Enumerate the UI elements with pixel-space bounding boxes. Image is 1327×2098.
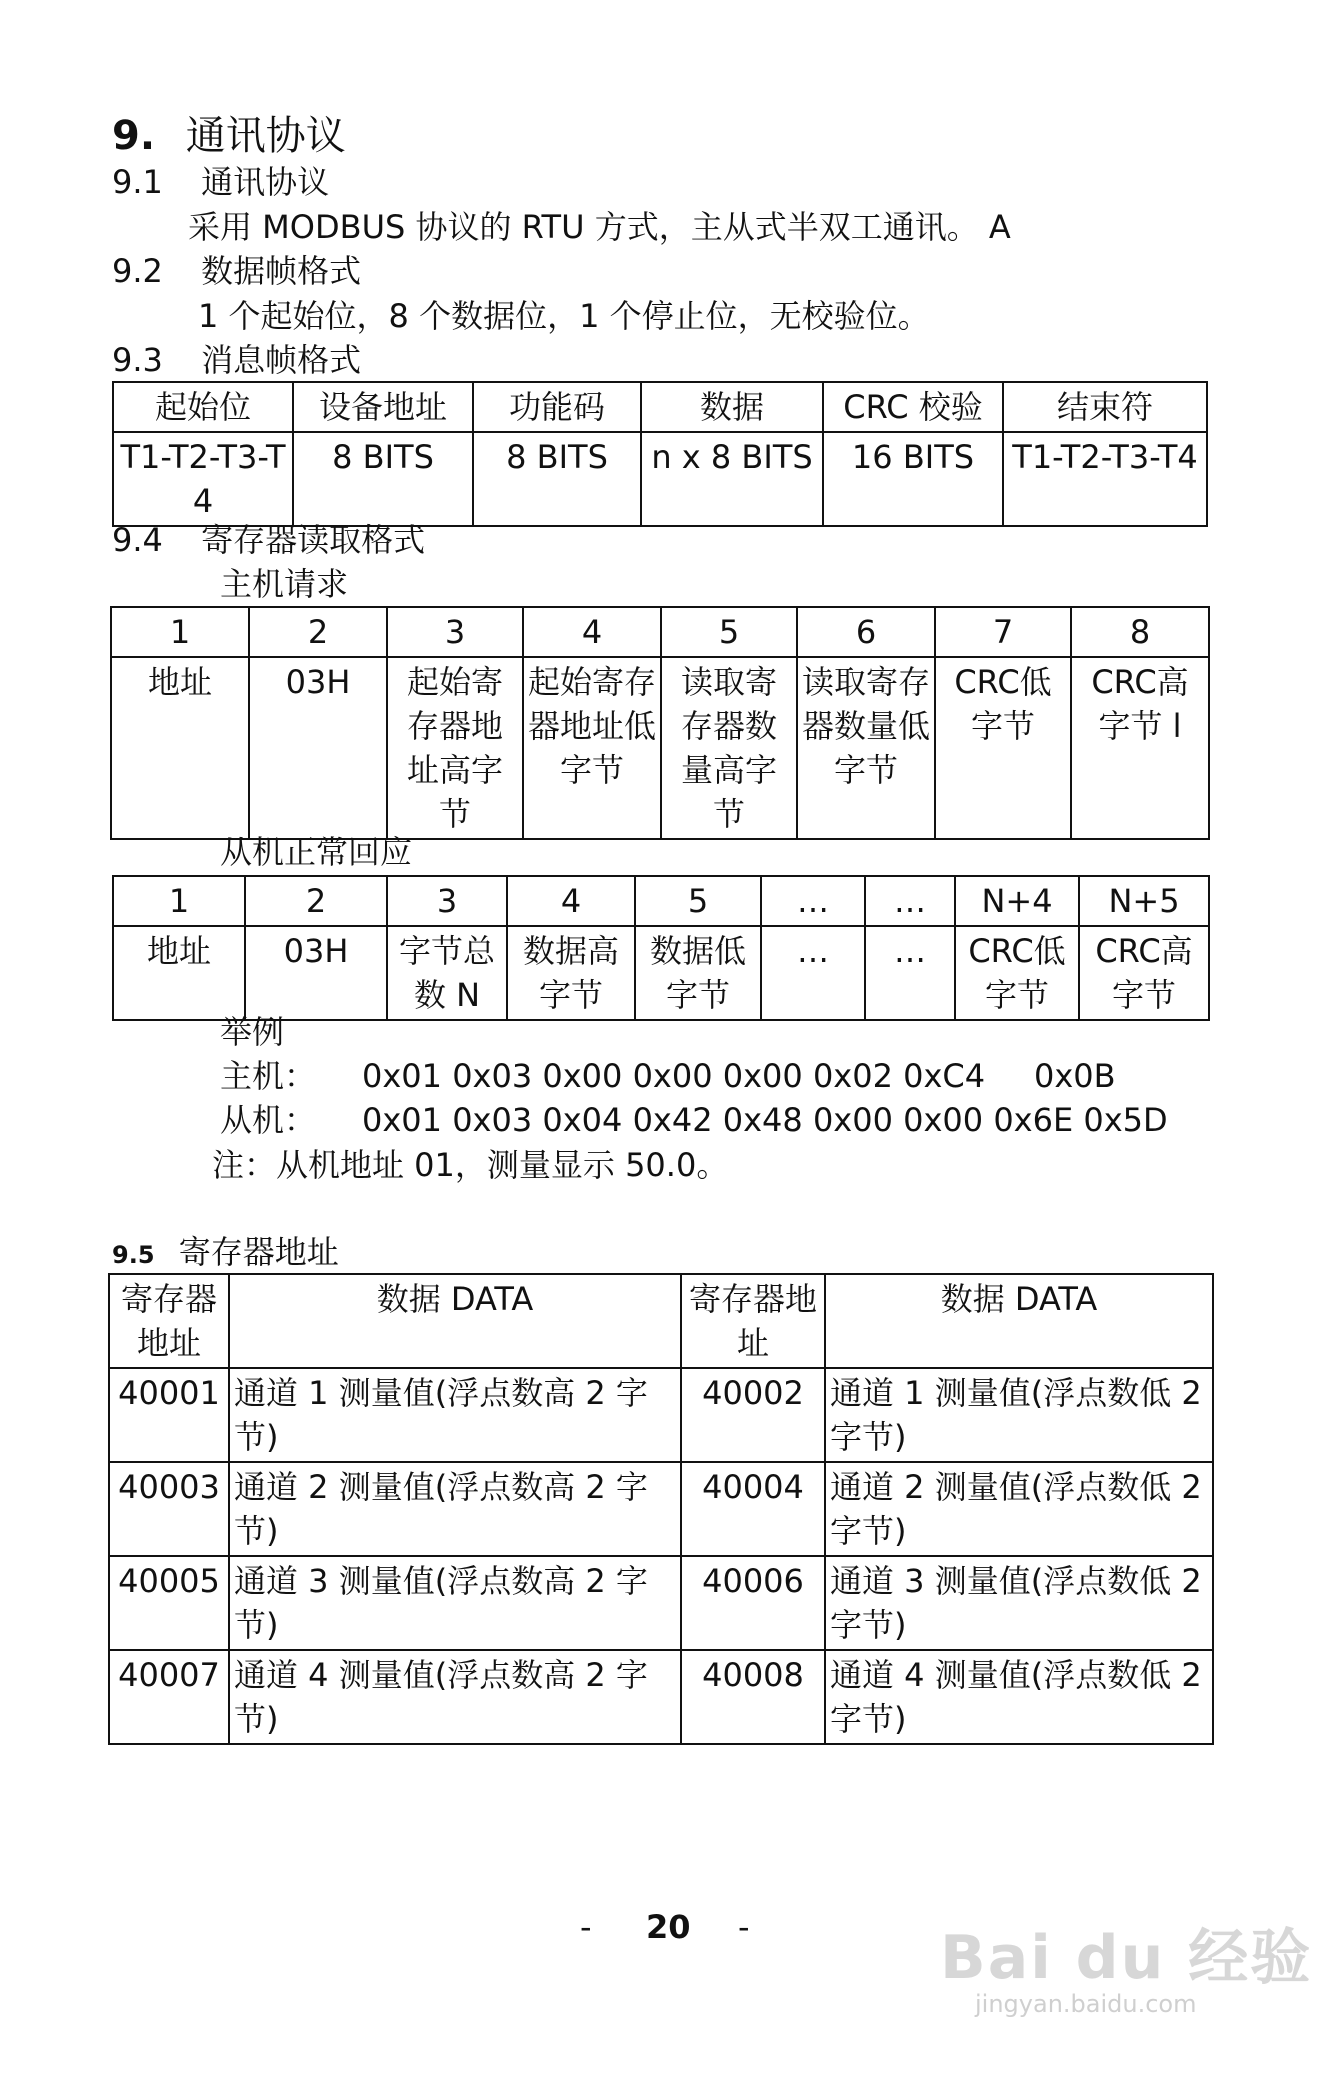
- register-address-table: [108, 1273, 1214, 1745]
- table-cell: CRC低字节: [955, 926, 1079, 1020]
- subsection-9-1-heading: [112, 160, 329, 204]
- table-header: 1: [113, 876, 245, 926]
- master-request-label: 主机请求: [220, 565, 349, 603]
- master-request-table: [110, 606, 1210, 840]
- message-frame-table: [112, 381, 1208, 527]
- table-header: 3: [387, 876, 507, 926]
- table-row: [111, 657, 1209, 839]
- section-title: 通讯协议: [185, 113, 346, 159]
- section-number: 9.: [112, 113, 156, 159]
- table-header: N+4: [955, 876, 1079, 926]
- table-cell: 03H: [249, 657, 387, 839]
- table-row: [109, 1556, 1213, 1650]
- table-cell: 40007: [109, 1650, 229, 1744]
- table-cell: 16 BITS: [823, 432, 1003, 526]
- table-cell: 40001: [109, 1368, 229, 1462]
- table-header-row: [111, 607, 1209, 657]
- subsection-title: 寄存器读取格式: [201, 521, 426, 559]
- example-note: 注：从机地址 01，测量显示 50.0。: [212, 1146, 729, 1184]
- table-header: 2: [249, 607, 387, 657]
- slave-example-bytes: 0x01 0x03 0x04 0x42 0x48 0x00 0x00 0x6E 0x5D: [362, 1101, 1168, 1139]
- table-row: [109, 1368, 1213, 1462]
- footer-dash-left: -: [580, 1908, 592, 1946]
- table-header: 功能码: [473, 382, 641, 432]
- footer-dash-right: -: [738, 1908, 750, 1946]
- subsection-number: 9.1: [112, 163, 163, 201]
- table-cell: 通道 3 测量值(浮点数高 2 字节): [229, 1556, 681, 1650]
- example-label: 举例: [220, 1013, 285, 1051]
- table-cell: 通道 2 测量值(浮点数低 2 字节): [825, 1462, 1213, 1556]
- subsection-9-5-heading: [112, 1230, 339, 1277]
- table-header: 8: [1071, 607, 1209, 657]
- table-cell: 8 BITS: [473, 432, 641, 526]
- table-header: 寄存器地址: [109, 1274, 229, 1368]
- table-header: 数据 DATA: [229, 1274, 681, 1368]
- subsection-title: 通讯协议: [201, 163, 330, 201]
- subsection-title: 寄存器地址: [178, 1233, 339, 1271]
- table-header: 结束符: [1003, 382, 1207, 432]
- table-cell: 地址: [113, 926, 245, 1020]
- table-header: 1: [111, 607, 249, 657]
- table-header-row: [113, 876, 1209, 926]
- subsection-number: 9.3: [112, 341, 163, 379]
- table-cell: 40002: [681, 1368, 825, 1462]
- baidu-watermark-url: jingyan.baidu.com: [975, 1990, 1197, 2018]
- table-header: 2: [245, 876, 387, 926]
- subsection-9-2-heading: [112, 249, 361, 293]
- protocol-description: 采用 MODBUS 协议的 RTU 方式，主从式半双工通讯。 A: [188, 208, 1011, 246]
- table-cell: 40006: [681, 1556, 825, 1650]
- table-header: 6: [797, 607, 935, 657]
- table-header: CRC 校验: [823, 382, 1003, 432]
- table-row: [109, 1650, 1213, 1744]
- table-cell: 读取寄存器数量高字节: [661, 657, 797, 839]
- table-cell: T1-T2-T3-T4: [1003, 432, 1207, 526]
- table-cell: …: [761, 926, 865, 1020]
- table-header: 起始位: [113, 382, 293, 432]
- subsection-number: 9.5: [112, 1241, 155, 1269]
- table-header: …: [865, 876, 955, 926]
- slave-response-label: 从机正常回应: [220, 833, 413, 871]
- table-cell: 字节总数 N: [387, 926, 507, 1020]
- master-example-bytes: 0x01 0x03 0x00 0x00 0x00 0x02 0xC4: [362, 1057, 986, 1095]
- subsection-number: 9.2: [112, 252, 163, 290]
- subsection-number: 9.4: [112, 521, 163, 559]
- table-cell: 03H: [245, 926, 387, 1020]
- table-cell: 通道 3 测量值(浮点数低 2 字节): [825, 1556, 1213, 1650]
- table-cell: 读取寄存器数量低字节: [797, 657, 935, 839]
- table-cell: CRC低字节: [935, 657, 1071, 839]
- table-header: 5: [635, 876, 761, 926]
- table-header-row: [109, 1274, 1213, 1368]
- table-header-row: [113, 382, 1207, 432]
- table-header: 寄存器地址: [681, 1274, 825, 1368]
- table-cell: 40005: [109, 1556, 229, 1650]
- table-cell: 起始寄存器地址高字节: [387, 657, 523, 839]
- slave-example-label: 从机：: [220, 1101, 317, 1139]
- page-number: 20: [646, 1908, 691, 1946]
- slave-response-table: [112, 875, 1210, 1021]
- master-example-tail: 0x0B: [1034, 1057, 1116, 1095]
- subsection-title: 消息帧格式: [201, 341, 362, 379]
- data-frame-description: 1 个起始位，8 个数据位，1 个停止位，无校验位。: [198, 297, 930, 335]
- table-header: 数据 DATA: [825, 1274, 1213, 1368]
- table-header: 4: [507, 876, 635, 926]
- section-heading: [112, 110, 346, 162]
- table-header: 3: [387, 607, 523, 657]
- subsection-9-4-heading: [112, 518, 425, 562]
- subsection-title: 数据帧格式: [201, 252, 362, 290]
- table-cell: 起始寄存器地址低字节: [523, 657, 661, 839]
- table-cell: 通道 4 测量值(浮点数低 2 字节): [825, 1650, 1213, 1744]
- table-cell: 40008: [681, 1650, 825, 1744]
- table-cell: 地址: [111, 657, 249, 839]
- table-header: 4: [523, 607, 661, 657]
- table-cell: 通道 1 测量值(浮点数高 2 字节): [229, 1368, 681, 1462]
- table-cell: 数据高字节: [507, 926, 635, 1020]
- table-header: …: [761, 876, 865, 926]
- table-cell: 通道 1 测量值(浮点数低 2 字节): [825, 1368, 1213, 1462]
- master-example-label: 主机：: [220, 1057, 317, 1095]
- table-cell: 40004: [681, 1462, 825, 1556]
- table-header: 设备地址: [293, 382, 473, 432]
- table-header: N+5: [1079, 876, 1209, 926]
- table-cell: CRC高字节 l: [1071, 657, 1209, 839]
- table-cell: …: [865, 926, 955, 1020]
- table-header: 数据: [641, 382, 823, 432]
- table-row: [109, 1462, 1213, 1556]
- subsection-9-3-heading: [112, 338, 361, 382]
- table-cell: 8 BITS: [293, 432, 473, 526]
- table-header: 7: [935, 607, 1071, 657]
- table-cell: T1-T2-T3-T4: [113, 432, 293, 526]
- table-cell: CRC高字节: [1079, 926, 1209, 1020]
- baidu-watermark-logo: Bai du 经验: [940, 1923, 1313, 1993]
- table-cell: 数据低字节: [635, 926, 761, 1020]
- table-cell: 通道 2 测量值(浮点数高 2 字节): [229, 1462, 681, 1556]
- table-header: 5: [661, 607, 797, 657]
- table-row: [113, 432, 1207, 526]
- table-cell: n x 8 BITS: [641, 432, 823, 526]
- table-row: [113, 926, 1209, 1020]
- table-cell: 通道 4 测量值(浮点数高 2 字节): [229, 1650, 681, 1744]
- table-cell: 40003: [109, 1462, 229, 1556]
